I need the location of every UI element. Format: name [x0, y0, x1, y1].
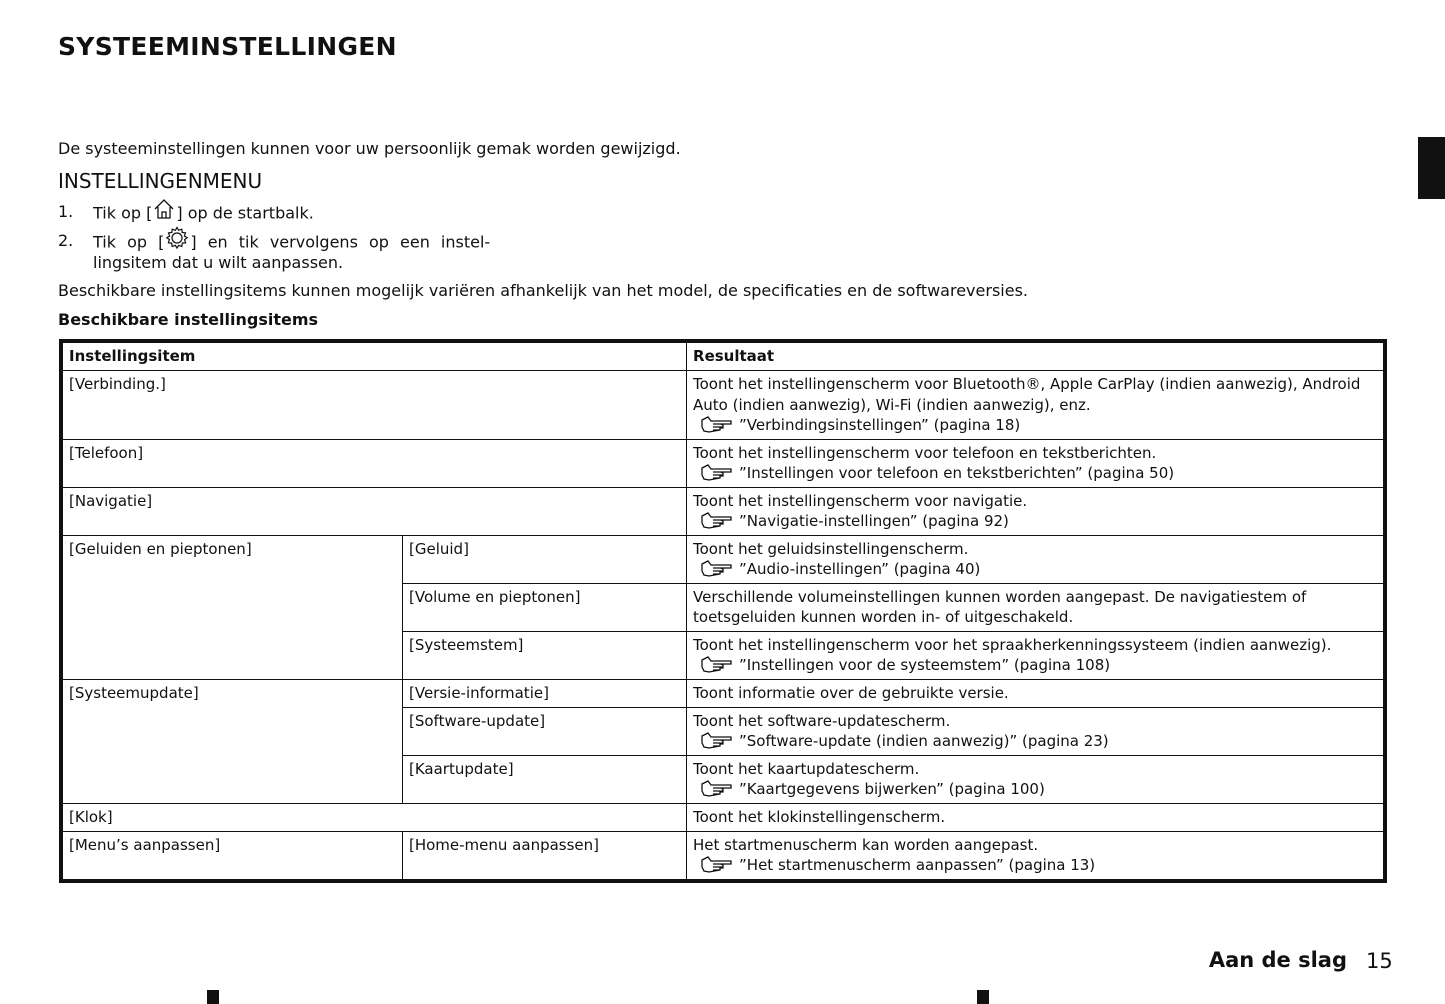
- step-text: Tik op [: [93, 232, 165, 252]
- cell-result: Verschillende volumeinstellingen kunnen worden aangepast. De navigatiestem of toetsgeluiden kunnen worden in- of uitgeschakeld.: [687, 583, 1384, 631]
- page-reference: ”Instellingen voor telefoon en tekstberichten” (pagina 50): [693, 463, 1377, 484]
- table-header-row: [63, 343, 1384, 371]
- reference-hand-icon: [701, 463, 733, 481]
- reference-hand-icon: [701, 559, 733, 577]
- reference-hand-icon: [701, 511, 733, 529]
- reference-hand-icon: [701, 415, 733, 433]
- table-row: [63, 487, 1384, 535]
- home-icon: [153, 197, 175, 227]
- crop-mark: [977, 990, 989, 1004]
- table-row: [63, 535, 1384, 583]
- cell-result: [687, 707, 1384, 755]
- cell-result: Toont het klokinstellingenscherm.: [687, 803, 1384, 831]
- cell-item: [Verbinding.]: [63, 371, 687, 440]
- cell-result: [687, 487, 1384, 535]
- result-text: Toont het instellingenscherm voor navigatie.: [693, 491, 1028, 510]
- reference-hand-icon: [701, 779, 733, 797]
- cell-result: [687, 371, 1384, 440]
- result-text: Toont het kaartupdatescherm.: [693, 759, 920, 778]
- page-reference: ”Software-update (indien aanwezig)” (pagina 23): [693, 731, 1377, 752]
- page-reference: ”Het startmenuscherm aanpassen” (pagina 13): [693, 855, 1377, 876]
- cell-result: [687, 755, 1384, 803]
- page-reference: ”Kaartgegevens bijwerken” (pagina 100): [693, 779, 1377, 800]
- reference-hand-icon: [701, 731, 733, 749]
- result-text: Toont het instellingenscherm voor het spraakherkenningssysteem (indien aanwezig).: [693, 635, 1332, 654]
- cell-subitem: [Volume en pieptonen]: [403, 583, 687, 631]
- table-heading: Beschikbare instellingsitems: [58, 310, 319, 329]
- result-text: Toont het geluidsinstellingenscherm.: [693, 539, 969, 558]
- step-text: Tik op [: [93, 203, 153, 223]
- cell-item: [Klok]: [63, 803, 687, 831]
- settings-table: [59, 339, 1387, 883]
- result-text: Het startmenuscherm kan worden aangepast.: [693, 835, 1039, 854]
- cell-result: [687, 439, 1384, 487]
- step-number: 1.: [58, 202, 74, 221]
- page-number: 15: [1366, 949, 1393, 973]
- step-text-continued: lingsitem dat u wilt aanpassen.: [93, 253, 344, 272]
- cell-result: [687, 535, 1384, 583]
- table-row: [63, 371, 1384, 440]
- cell-subitem: [Kaartupdate]: [403, 755, 687, 803]
- step-text: ] op de startbalk.: [176, 203, 314, 223]
- section-thumb-tab: [1418, 137, 1445, 199]
- cell-item: [Navigatie]: [63, 487, 687, 535]
- cell-item: [Geluiden en pieptonen]: [63, 535, 403, 679]
- cell-result: [687, 631, 1384, 679]
- cell-result: Toont informatie over de gebruikte versie.: [687, 679, 1384, 707]
- page-reference: ”Navigatie-instellingen” (pagina 92): [693, 511, 1377, 532]
- cell-subitem: [Home-menu aanpassen]: [403, 831, 687, 879]
- cell-item: [Menu’s aanpassen]: [63, 831, 403, 879]
- result-text: Toont het instellingenscherm voor telefoon en tekstberichten.: [693, 443, 1157, 462]
- availability-note: Beschikbare instellingsitems kunnen mogelijk variëren afhankelijk van het model, de specificaties en de softwareversies.: [58, 281, 1028, 300]
- cell-subitem: [Geluid]: [403, 535, 687, 583]
- result-text: Toont het instellingenscherm voor Bluetooth®, Apple CarPlay (indien aanwezig), Android Auto (indien aanwezig), Wi-Fi (indien aanwezig), enz.: [693, 375, 1361, 414]
- table-row: [63, 831, 1384, 879]
- cell-result: [687, 831, 1384, 879]
- footer-section-title: Aan de slag: [1208, 948, 1347, 972]
- reference-hand-icon: [701, 655, 733, 673]
- result-text: Toont het software-updatescherm.: [693, 711, 951, 730]
- table-row: [63, 679, 1384, 707]
- cell-subitem: [Versie-informatie]: [403, 679, 687, 707]
- column-header-result: Resultaat: [687, 343, 1384, 371]
- step-number: 2.: [58, 231, 74, 250]
- page-title: SYSTEEMINSTELLINGEN: [58, 32, 397, 61]
- cell-subitem: [Systeemstem]: [403, 631, 687, 679]
- table-row: [63, 803, 1384, 831]
- crop-mark: [207, 990, 219, 1004]
- section-subheading: INSTELLINGENMENU: [58, 169, 263, 193]
- table-row: [63, 439, 1384, 487]
- cell-item: [Telefoon]: [63, 439, 687, 487]
- cell-item: [Systeemupdate]: [63, 679, 403, 803]
- column-header-item: Instellingsitem: [63, 343, 687, 371]
- page-reference: ”Verbindingsinstellingen” (pagina 18): [693, 415, 1377, 436]
- page-reference: ”Audio-instellingen” (pagina 40): [693, 559, 1377, 580]
- step-text: ] en tik vervolgens op een instel-: [190, 232, 491, 252]
- intro-text: De systeeminstellingen kunnen voor uw persoonlijk gemak worden gewijzigd.: [58, 139, 681, 158]
- reference-hand-icon: [701, 855, 733, 873]
- cell-subitem: [Software-update]: [403, 707, 687, 755]
- page-reference: ”Instellingen voor de systeemstem” (pagina 108): [693, 655, 1377, 676]
